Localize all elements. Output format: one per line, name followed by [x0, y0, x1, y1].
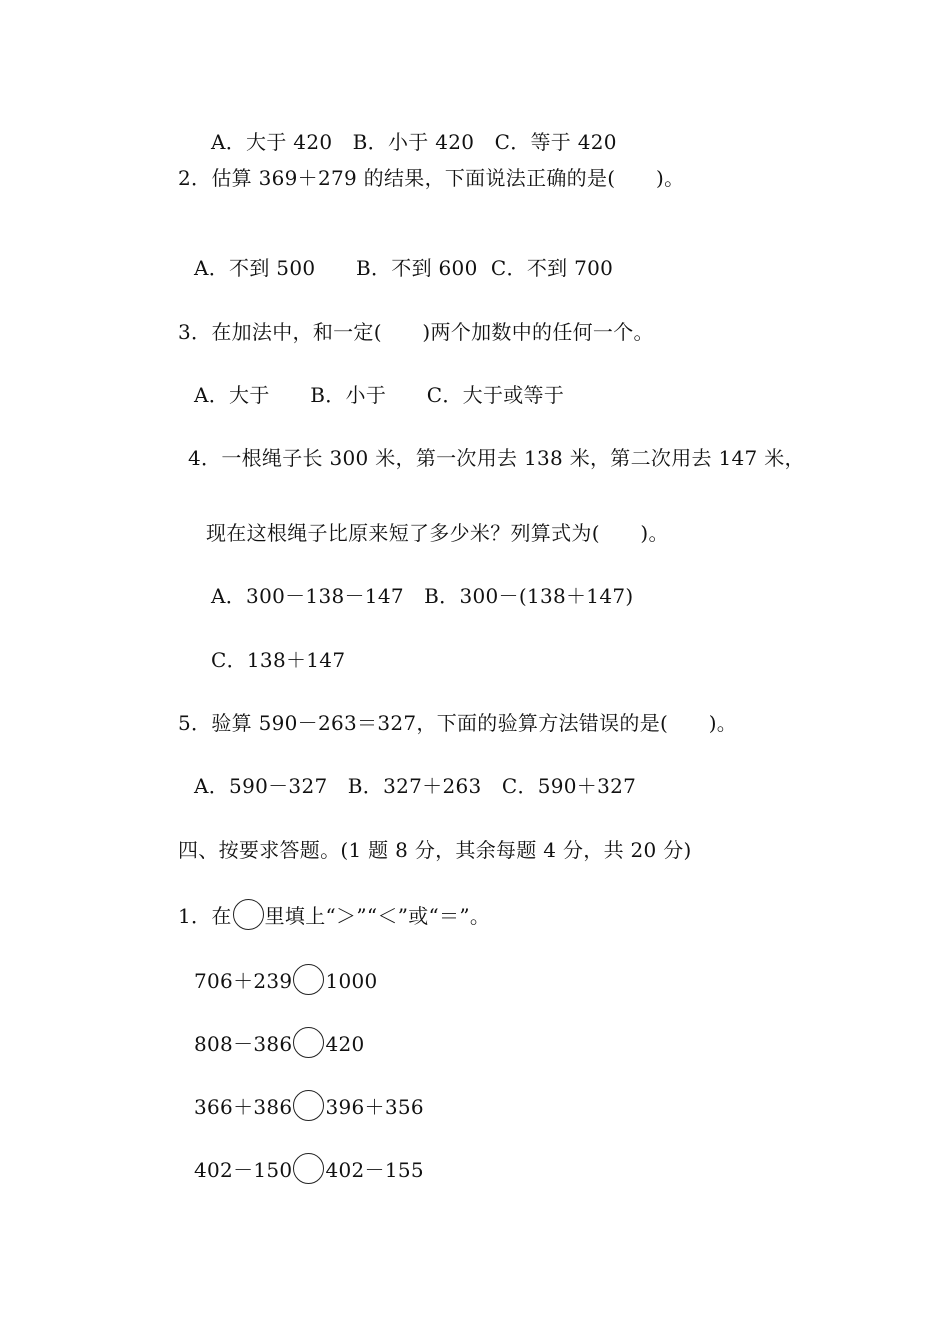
instruction-suffix: 里填上“＞”“＜”或“＝”。: [264, 904, 491, 928]
q3-options: A．大于 B．小于 C．大于或等于: [194, 383, 565, 407]
q4-stem-line1: 4．一根绳子长 300 米，第一次用去 138 米，第二次用去 147 米，: [188, 446, 805, 470]
section4-heading: 四、按要求答题。(1 题 8 分，其余每题 4 分，共 20 分): [178, 838, 692, 862]
answer-circle-icon: [293, 1027, 324, 1058]
q2-options: A．不到 500 B．不到 600 C．不到 700: [194, 256, 614, 280]
comparison-left: 402－150: [194, 1158, 293, 1182]
instruction-prefix: 1．在: [178, 904, 232, 928]
q5-options: A．590－327 B．327＋263 C．590＋327: [194, 774, 637, 798]
comparison-row: [194, 1090, 424, 1121]
q4-stem-line2: 现在这根绳子比原来短了多少米？列算式为( )。: [206, 521, 669, 545]
answer-circle-icon: [293, 1153, 324, 1184]
q5-stem: 5．验算 590－263＝327，下面的验算方法错误的是( )。: [178, 711, 738, 735]
q1-options: A．大于 420 B．小于 420 C．等于 420: [211, 130, 617, 154]
comparison-right: 420: [325, 1032, 365, 1056]
comparison-left: 808－386: [194, 1032, 293, 1056]
comparison-left: 366＋386: [194, 1095, 293, 1119]
comparison-row: [194, 964, 378, 995]
q3-stem: 3．在加法中，和一定( )两个加数中的任何一个。: [178, 320, 654, 344]
comparison-row: [194, 1153, 424, 1184]
answer-circle-icon: [293, 1090, 324, 1121]
comparison-right: 1000: [325, 969, 378, 993]
comparison-row: [194, 1027, 365, 1058]
q4-options-ab: A．300－138－147 B．300－(138＋147): [211, 584, 634, 608]
q2-stem: 2．估算 369＋279 的结果，下面说法正确的是( )。: [178, 166, 685, 190]
q4-option-c: C．138＋147: [211, 648, 346, 672]
answer-circle-icon: [233, 899, 264, 930]
answer-circle-icon: [293, 964, 324, 995]
comparison-right: 402－155: [325, 1158, 424, 1182]
section4-q1-instruction: [178, 899, 490, 930]
comparison-right: 396＋356: [325, 1095, 424, 1119]
comparison-left: 706＋239: [194, 969, 293, 993]
